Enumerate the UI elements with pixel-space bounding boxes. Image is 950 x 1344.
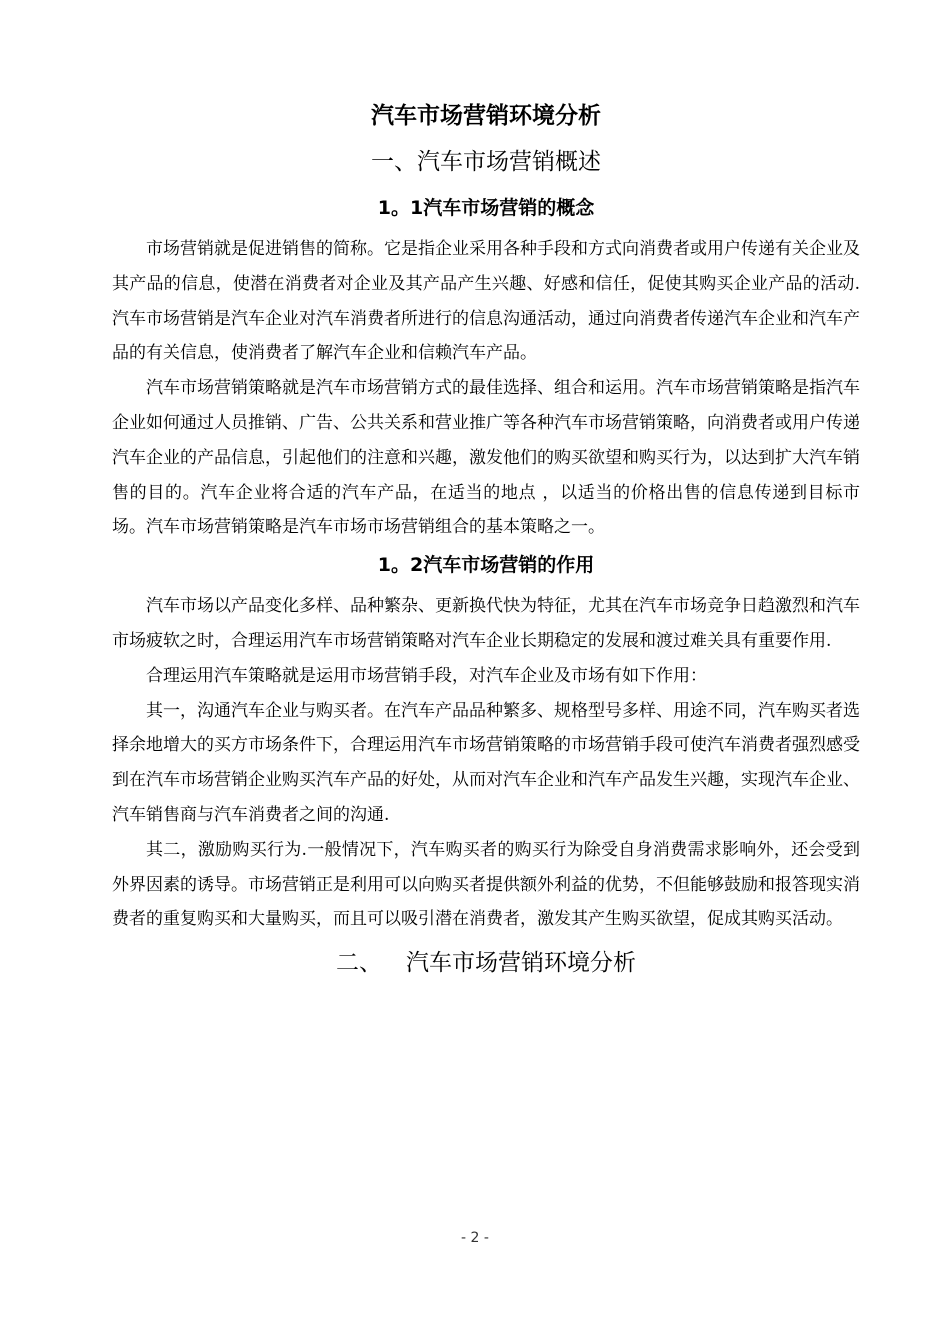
paragraph: 其二，激励购买行为.一般情况下，汽车购买者的购买行为除受自身消费需求影响外，还会受到外界因素的诱导。市场营销正是利用可以向购买者提供额外利益的优势，不但能够鼓励和报答现实消费者的重复购买和大量购买，而且可以吸引潜在消费者，激发其产生购买欲望，促成其购买活动。 (112, 839, 860, 930)
page-number: - 2 - (461, 1230, 489, 1246)
paragraph: 汽车市场以产品变化多样、品种繁杂、更新换代快为特征，尤其在汽车市场竞争日趋激烈和汽车市场疲软之时，合理运用汽车市场营销策略对汽车企业长期稳定的发展和渡过难关具有重要作用. (112, 596, 860, 651)
paragraph: 市场营销就是促进销售的简称。它是指企业采用各种手段和方式向消费者或用户传递有关企业及其产品的信息，使潜在消费者对企业及其产品产生兴趣、好感和信任，促使其购买企业产品的活动.汽车市场营销是汽车企业对汽车消费者所进行的信息沟通活动，通过向消费者传递汽车企业和汽车产品的有关信息，使消费者了解汽车企业和信赖汽车产品。 (112, 239, 860, 364)
paragraph: 汽车市场营销策略就是汽车市场营销方式的最佳选择、组合和运用。汽车市场营销策略是指汽车企业如何通过人员推销、广告、公共关系和营业推广等各种汽车市场营销策略，向消费者或用户传递汽车企业的产品信息，引起他们的注意和兴趣，激发他们的购买欲望和购买行为，以达到扩大汽车销售的目的。汽车企业将合适的汽车产品，在适当的地点 ，以适当的价格出售的信息传递到目标市场。汽车市场营销策略是汽车市场市场营销组合的基本策略之一。 (112, 378, 860, 538)
section-heading-2 (112, 941, 860, 985)
paragraph: 其一，沟通汽车企业与购买者。在汽车产品品种繁多、规格型号多样、用途不同，汽车购买者选择余地增大的买方市场条件下，合理运用汽车市场营销策略的市场营销手段可使汽车消费者强烈感受到在汽车市场营销企业购买汽车产品的好处，从而对汽车企业和汽车产品发生兴趣，实现汽车企业、汽车销售商与汽车消费者之间的沟通. (112, 700, 860, 825)
subsection-heading-1-2: 1。2汽车市场营销的作用 (377, 554, 595, 577)
section-heading-2-title: 汽车市场营销环境分析 (406, 950, 636, 977)
document-title: 汽车市场营销环境分析 (371, 103, 601, 129)
section-heading-1: 一、汽车市场营销概述 (371, 149, 601, 175)
subsection-heading-1-1: 1。1汽车市场营销的概念 (377, 197, 595, 219)
section-heading-2-number: 二、 (336, 950, 382, 977)
page-content (112, 96, 860, 985)
paragraph: 合理运用汽车策略就是运用市场营销手段，对汽车企业及市场有如下作用： (146, 665, 707, 686)
